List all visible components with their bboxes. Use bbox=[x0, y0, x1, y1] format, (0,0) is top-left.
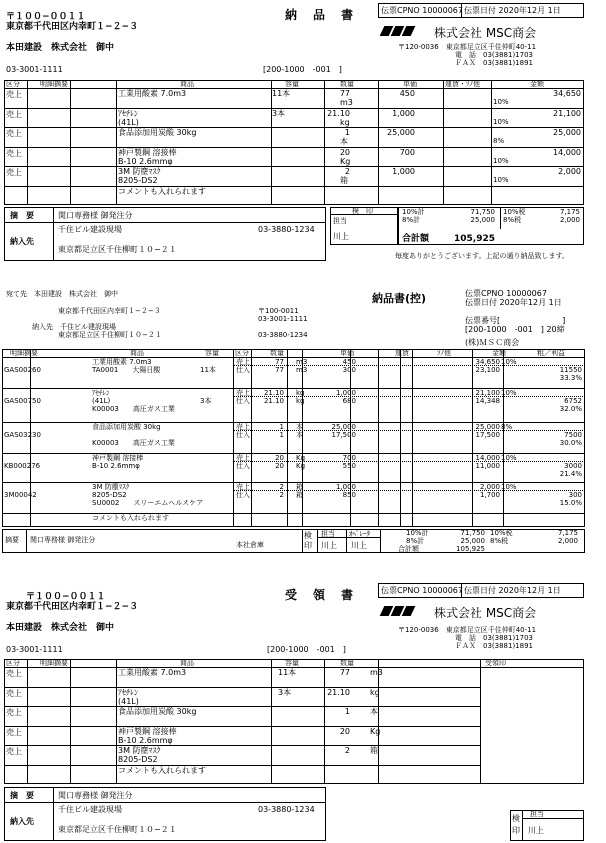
copy-cpno: 伝票CPNO 10000067 bbox=[465, 289, 547, 298]
cp-kubun-sale: 売上 bbox=[236, 358, 250, 366]
dn-item-sub: B-10 2.6mmφ bbox=[118, 156, 173, 166]
sum10: 71,750 bbox=[470, 208, 495, 216]
cp-header-3: 区分 bbox=[235, 349, 249, 357]
kenin-label: 検 印 bbox=[352, 207, 373, 215]
dn-item-name: 神戸製鋼 溶接棒 bbox=[118, 147, 177, 157]
rc-item-name: 3M 防塵ﾏｽｸ bbox=[118, 746, 161, 755]
cp-profit-rate: 15.0% bbox=[559, 499, 582, 507]
receipt-company-tel: 03(3881)1703 bbox=[483, 634, 533, 642]
cp-profit-rate: 32.0% bbox=[559, 405, 582, 413]
cp-code: 3M00042 bbox=[4, 491, 37, 499]
cp-qty-sale: 1 bbox=[279, 423, 284, 431]
receipt-title: 受 領 書 bbox=[285, 588, 356, 602]
rc-header-4: 数量 bbox=[340, 659, 354, 667]
rc-item-name: 食品添加用炭酸 30kg bbox=[118, 707, 197, 716]
cp-item-sub: B-10 2.6mmφ bbox=[92, 462, 140, 470]
cp-item-name: ｱｾﾁﾚﾝ bbox=[92, 389, 110, 397]
receipt-tanto: 川上 bbox=[528, 826, 544, 835]
dn-header-4: 数量 bbox=[340, 80, 354, 88]
customer-name: 本田建設 株式会社 御中 bbox=[6, 43, 115, 53]
thanks-note: 毎度ありがとうございます。上記の通り納品致します。 bbox=[395, 252, 569, 260]
dn-item-sub: (41L) bbox=[118, 117, 139, 127]
dn-amount: 21,100 bbox=[553, 108, 581, 118]
receipt-nounyu-address: 東京都足立区千住柳町１０−２１ bbox=[58, 825, 177, 834]
rc-qty: 2 bbox=[344, 746, 350, 755]
copy-to-label: 宛て先 bbox=[6, 290, 27, 298]
rc-kubun: 売上 bbox=[6, 669, 22, 678]
cp-gross-profit: 7500 bbox=[564, 431, 582, 439]
dn-tax-rate: 8% bbox=[493, 137, 505, 145]
dn-kubun: 売上 bbox=[6, 129, 22, 138]
rc-qty: 20 bbox=[339, 726, 350, 736]
cp-profit-rate: 21.4% bbox=[559, 470, 582, 478]
receipt-company-name: 株式会社 MSC商会 bbox=[434, 606, 537, 620]
cp-kubun-sale: 売上 bbox=[236, 423, 250, 431]
cp-amount-sale: 21,100 bbox=[475, 389, 500, 397]
cp-item-name: 工業用酸素 7.0m3 bbox=[92, 358, 152, 366]
rc-capacity: 3本 bbox=[278, 687, 292, 697]
cp-header-6: 運賃 bbox=[395, 349, 409, 357]
dn-header-7: 金額 bbox=[530, 80, 544, 88]
tax8: 2,000 bbox=[559, 216, 580, 224]
cp-supplier: K00003 高圧ガス工業 bbox=[92, 405, 175, 413]
cp-price-purchase: 550 bbox=[342, 462, 356, 470]
customer-postal: 〒１００−００１１ bbox=[6, 12, 86, 22]
copy-tanto-label: 担当 bbox=[321, 530, 335, 538]
dn-item-name: 食品添加用炭酸 30kg bbox=[118, 128, 197, 137]
cp-gross-profit: 6752 bbox=[564, 397, 582, 405]
cp-amount-purchase: 14,348 bbox=[475, 397, 500, 405]
company-logo bbox=[382, 26, 413, 36]
cp-gross-profit: 300 bbox=[568, 491, 582, 499]
copy-code: [200-1000 -001 ] bbox=[465, 325, 544, 334]
slip-date: 2020年12月 1日 bbox=[498, 6, 561, 15]
cp-item-name: 神戸製鋼 溶接棒 bbox=[92, 454, 144, 462]
operator: 川上 bbox=[351, 541, 367, 550]
cp-code: GAS00750 bbox=[4, 397, 41, 405]
cp-code: GAS00260 bbox=[4, 366, 41, 374]
copy-title: 納品書(控) bbox=[372, 292, 427, 305]
cp-kubun-purchase: 仕入 bbox=[236, 397, 250, 405]
cp-kubun-sale: 売上 bbox=[236, 454, 250, 462]
tekiyo-label: 摘 要 bbox=[10, 211, 34, 220]
nounyu-address: 東京都足立区千住柳町１０−２１ bbox=[58, 245, 177, 254]
total-amount: 105,925 bbox=[454, 234, 495, 244]
copy-date: 伝票日付 2020年12月 1日 bbox=[465, 298, 562, 307]
cp-amount-purchase: 1,700 bbox=[479, 491, 500, 499]
cp-amount-sale: 2,000 bbox=[479, 483, 500, 491]
cp-item-sub: TA0001 大陽日酸 bbox=[92, 366, 161, 374]
copy-sum8: 25,000 bbox=[460, 537, 485, 545]
cp-price-purchase: 300 bbox=[342, 366, 356, 374]
receipt-date: 2020年12月 1日 bbox=[498, 586, 561, 595]
dn-item-name: 工業用酸素 7.0m3 bbox=[118, 89, 187, 98]
dn-unit: 本 bbox=[340, 137, 348, 146]
cp-amount-sale: 14,000 bbox=[475, 454, 500, 462]
dn-price: 450 bbox=[399, 89, 415, 98]
cp-qty-purchase: 21.10 bbox=[263, 397, 284, 405]
cp-qty-purchase: 1 bbox=[279, 431, 284, 439]
sum8: 25,000 bbox=[470, 216, 495, 224]
copy-to-tel: 03-3001-1111 bbox=[258, 315, 308, 323]
dn-header-1: 明細摘要 bbox=[40, 80, 68, 88]
copy-deliv-address: 東京都足立区千住柳町１０−２１ bbox=[58, 331, 162, 339]
copy-deliv-name: 千住ビル建設現場 bbox=[60, 323, 116, 331]
cp-supplier: K00003 高圧ガス工業 bbox=[92, 439, 175, 447]
fax-label: ＦＡＸ bbox=[455, 59, 476, 67]
dn-price: 1,000 bbox=[392, 108, 415, 118]
copy-to-name: 本田建設 株式会社 御中 bbox=[34, 290, 118, 298]
cp-price-sale: 450 bbox=[342, 358, 356, 366]
copy-deliv-label: 納入先 bbox=[32, 323, 53, 331]
cp-header-0: 明細摘要 bbox=[10, 349, 38, 357]
cp-unit-purchase: kg bbox=[296, 397, 305, 405]
rc-item-sub: (41L) bbox=[118, 696, 139, 706]
copy-tekiyo-label: 摘要 bbox=[5, 536, 19, 544]
tekiyo-text: 関口専務様 御発注分 bbox=[58, 211, 133, 220]
cp-gross-profit: 3000 bbox=[564, 462, 582, 470]
tax10: 7,175 bbox=[559, 208, 580, 216]
dn-price: 1,000 bbox=[392, 167, 415, 176]
cp-tax-rate: 10% bbox=[501, 389, 517, 397]
cp-amount-purchase: 11,000 bbox=[475, 462, 500, 470]
dn-kubun: 売上 bbox=[6, 90, 22, 99]
copy-tax8: 2,000 bbox=[557, 537, 578, 545]
cp-qty-purchase: 77 bbox=[275, 366, 284, 374]
cp-kubun-purchase: 仕入 bbox=[236, 431, 250, 439]
dn-qty: 77 bbox=[339, 89, 350, 98]
receipt-fax-label: ＦＡＸ bbox=[455, 642, 476, 650]
warehouse: 本社倉庫 bbox=[236, 541, 264, 549]
cp-header-8: 金額 bbox=[492, 349, 506, 357]
copy-tax8-label: 8%税 bbox=[490, 537, 509, 545]
cp-tax-rate: 8% bbox=[501, 423, 513, 431]
cp-price-sale: 1,000 bbox=[335, 483, 356, 491]
dn-price: 700 bbox=[399, 147, 415, 157]
cp-tax-rate: 10% bbox=[501, 454, 517, 462]
shimebi: 20締 bbox=[546, 325, 565, 334]
receipt-tekiyo-label: 摘 要 bbox=[10, 791, 34, 800]
receipt-cpno: 10000067 bbox=[422, 586, 463, 595]
copy-total-label: 合計額 bbox=[398, 545, 419, 553]
copy-to-address: 東京都千代田区内幸町１−２−３ bbox=[58, 307, 161, 315]
cp-item-sub: 8205-DS2 bbox=[92, 491, 127, 499]
receipt-postal: 〒１００−００１１ bbox=[26, 592, 106, 602]
receipt-kenin-label: 検印 bbox=[512, 814, 520, 835]
cp-unit-sale: 箱 bbox=[296, 483, 303, 491]
dn-amount: 2,000 bbox=[558, 167, 581, 176]
cp-unit-sale: Kg bbox=[296, 454, 306, 462]
rc-header-1: 明細摘要 bbox=[40, 659, 68, 667]
cp-amount-sale: 25,000 bbox=[475, 423, 500, 431]
company-postal: 〒120-0036 bbox=[398, 43, 439, 51]
operator-label: ｵﾍﾟﾚｰﾀ bbox=[349, 530, 370, 538]
cp-kubun-sale: 売上 bbox=[236, 483, 250, 491]
receipt-nounyu-name: 千住ビル建設現場 bbox=[58, 805, 122, 814]
sum8-label: 8%計 bbox=[402, 216, 421, 224]
tel-label: 電 話 bbox=[455, 51, 476, 59]
copy-company: (株)ＭＳＣ商会 bbox=[465, 338, 520, 347]
cp-unit-sale: kg bbox=[296, 389, 305, 397]
tanto-label: 担当 bbox=[333, 217, 347, 225]
receipt-customer-code: [200-1000 -001 ] bbox=[267, 645, 346, 654]
cp-qty-sale: 77 bbox=[275, 358, 284, 366]
receipt-customer-tel: 03-3001-1111 bbox=[6, 645, 63, 654]
copy-tanto: 川上 bbox=[321, 541, 337, 550]
copy-deliv-tel: 03-3880-1234 bbox=[258, 331, 308, 339]
cp-price-purchase: 17,500 bbox=[331, 431, 356, 439]
denpyo-no-label: 伝票番号[ bbox=[465, 316, 501, 325]
dn-unit: 箱 bbox=[340, 176, 348, 185]
dn-qty: 21.10 bbox=[327, 108, 350, 118]
cp-amount-purchase: 17,500 bbox=[475, 431, 500, 439]
dn-tax-rate: 10% bbox=[493, 98, 509, 106]
receipt-date-label: 伝票日付 bbox=[464, 586, 496, 595]
cp-qty-sale: 21.10 bbox=[263, 389, 284, 397]
rc-item-name: 工業用酸素 7.0m3 bbox=[118, 668, 187, 677]
cp-qty-sale: 2 bbox=[279, 483, 284, 491]
rc-kubun: 売上 bbox=[6, 747, 22, 756]
cp-tax-rate: 10% bbox=[501, 358, 517, 366]
sum10-label: 10%計 bbox=[402, 208, 425, 216]
cpno: 10000067 bbox=[422, 6, 463, 15]
dn-item-sub: 8205-DS2 bbox=[118, 176, 158, 185]
copy-total: 105,925 bbox=[456, 545, 485, 553]
dn-header-2: 商品 bbox=[180, 80, 194, 88]
dn-amount: 14,000 bbox=[553, 147, 581, 157]
dn-qty: 2 bbox=[344, 167, 350, 176]
cp-capacity: 11本 bbox=[200, 366, 216, 374]
cp-price-sale: 700 bbox=[342, 454, 356, 462]
dn-header-0: 区分 bbox=[6, 80, 20, 88]
receipt-logo bbox=[382, 606, 413, 616]
rc-kubun: 売上 bbox=[6, 708, 22, 717]
rc-kubun: 売上 bbox=[6, 727, 22, 737]
cp-price-purchase: 850 bbox=[342, 491, 356, 499]
dn-qty: 1 bbox=[344, 128, 350, 137]
cp-kubun-purchase: 仕入 bbox=[236, 462, 250, 470]
cp-comment: コメントも入れられます bbox=[92, 514, 169, 522]
nounyu-label: 納入先 bbox=[10, 237, 34, 246]
cp-code: KB000276 bbox=[4, 462, 41, 470]
rc-item-name: ｱｾﾁﾚﾝ bbox=[118, 687, 138, 697]
copy-tax10-label: 10%税 bbox=[490, 529, 513, 537]
nounyu-tel: 03-3880-1234 bbox=[258, 225, 315, 234]
rc-header-2: 商品 bbox=[180, 659, 194, 667]
rc-capacity: 11本 bbox=[278, 668, 297, 677]
cp-profit-rate: 30.0% bbox=[559, 439, 582, 447]
rc-header-5: 受領印 bbox=[485, 659, 506, 667]
cp-item-sub: (41L) bbox=[92, 397, 111, 405]
rc-header-3: 容量 bbox=[285, 659, 299, 667]
company-name: 株式会社 MSC商会 bbox=[434, 26, 537, 40]
cp-qty-sale: 20 bbox=[275, 454, 284, 462]
total-label: 合計額 bbox=[402, 234, 430, 244]
rc-qty: 77 bbox=[339, 668, 350, 677]
cp-header-2: 容量 bbox=[205, 349, 219, 357]
dn-unit: kg bbox=[340, 117, 350, 127]
receipt-address: 東京都千代田区内幸町１−２−３ bbox=[6, 602, 139, 612]
company-tel: 03(3881)1703 bbox=[483, 51, 533, 59]
rc-unit: kg bbox=[370, 687, 380, 697]
customer-tel: 03-3001-1111 bbox=[6, 65, 63, 74]
dn-price: 25,000 bbox=[387, 128, 415, 137]
copy-sum10-label: 10%計 bbox=[406, 529, 429, 537]
cp-header-1: 商品 bbox=[130, 349, 144, 357]
date-label: 伝票日付 bbox=[464, 6, 496, 15]
rc-kubun: 売上 bbox=[6, 688, 22, 698]
cp-tax-rate: 10% bbox=[501, 483, 517, 491]
rc-qty: 21.10 bbox=[327, 687, 350, 697]
dn-item-name: コメントも入れられます bbox=[118, 186, 206, 196]
dn-item-name: ｱｾﾁﾚﾝ bbox=[118, 108, 138, 118]
cp-price-sale: 1,000 bbox=[335, 389, 356, 397]
cp-qty-purchase: 2 bbox=[279, 491, 284, 499]
company-address: 東京都足立区千住仲町40-11 bbox=[445, 43, 537, 51]
dn-kubun: 売上 bbox=[6, 148, 22, 158]
cp-kubun-sale: 売上 bbox=[236, 389, 250, 397]
company-fax: 03(3881)1891 bbox=[483, 59, 533, 67]
dn-qty: 20 bbox=[339, 147, 350, 157]
cp-profit-rate: 33.3% bbox=[559, 374, 582, 382]
dn-kubun: 売上 bbox=[6, 168, 22, 177]
dn-header-5: 単価 bbox=[403, 80, 417, 88]
copy-to-postal: 〒100-0011 bbox=[258, 307, 299, 315]
tax8-label: 8%税 bbox=[503, 216, 522, 224]
receipt-tanto-label: 担当 bbox=[530, 810, 544, 818]
dn-unit: m3 bbox=[340, 98, 353, 107]
cp-qty-purchase: 20 bbox=[275, 462, 284, 470]
rc-unit: m3 bbox=[370, 668, 383, 677]
receipt-company-postal: 〒120-0036 bbox=[398, 626, 439, 634]
rc-qty: 1 bbox=[344, 707, 350, 716]
cp-kubun-purchase: 仕入 bbox=[236, 366, 250, 374]
receipt-nounyu-tel: 03-3880-1234 bbox=[258, 805, 315, 814]
copy-sum8-label: 8%計 bbox=[406, 537, 425, 545]
receipt-cpno-label: 伝票CPNO bbox=[381, 586, 420, 595]
cp-code: GAS03230 bbox=[4, 431, 41, 439]
receipt-company-address: 東京都足立区千住仲町40-11 bbox=[445, 626, 537, 634]
receipt-tekiyo: 関口専務様 御発注分 bbox=[58, 791, 133, 800]
dn-amount: 25,000 bbox=[553, 128, 581, 137]
dn-item-name: 3M 防塵ﾏｽｸ bbox=[118, 167, 161, 176]
rc-item-name: 神戸製鋼 溶接棒 bbox=[118, 726, 177, 736]
nounyu-name: 千住ビル建設現場 bbox=[58, 225, 122, 234]
cp-header-4: 数量 bbox=[270, 349, 284, 357]
cp-header-5: 単価 bbox=[340, 349, 354, 357]
rc-item-sub: B-10 2.6mmφ bbox=[118, 735, 173, 745]
rc-unit: 箱 bbox=[370, 746, 378, 755]
copy-tax10: 7,175 bbox=[557, 529, 578, 537]
copy-sum10: 71,750 bbox=[460, 529, 485, 537]
denpyo-no-end: ] bbox=[562, 316, 566, 325]
cp-price-sale: 25,000 bbox=[331, 423, 356, 431]
customer-code: [200-1000 -001 ] bbox=[263, 65, 342, 74]
rc-unit: Kg bbox=[370, 726, 381, 736]
dn-tax-rate: 10% bbox=[493, 176, 509, 184]
rc-item-sub: 8205-DS2 bbox=[118, 755, 158, 764]
dn-unit: Kg bbox=[340, 156, 351, 166]
dn-capacity: 11本 bbox=[272, 89, 291, 98]
receipt-company-fax: 03(3881)1891 bbox=[483, 642, 533, 650]
cp-item-name: 3M 防塵ﾏｽｸ bbox=[92, 483, 130, 491]
cp-unit-purchase: 本 bbox=[296, 431, 303, 439]
cp-unit-purchase: 箱 bbox=[296, 491, 303, 499]
rc-unit: 本 bbox=[370, 707, 378, 716]
cp-kubun-purchase: 仕入 bbox=[236, 491, 250, 499]
dn-tax-rate: 10% bbox=[493, 156, 509, 165]
cp-item-name: 食品添加用炭酸 30kg bbox=[92, 423, 161, 431]
cp-header-9: 粗／利益 bbox=[537, 349, 565, 357]
cp-supplier: SU0002 スリーエムヘルスケア bbox=[92, 499, 204, 507]
cp-unit-sale: m3 bbox=[296, 358, 308, 366]
receipt-tel-label: 電 話 bbox=[455, 634, 476, 642]
tax10-label: 10%税 bbox=[503, 208, 526, 216]
rc-header-0: 区分 bbox=[6, 659, 20, 667]
copy-kenin-label: 検印 bbox=[304, 531, 312, 550]
cp-amount-sale: 34,650 bbox=[475, 358, 500, 366]
dn-kubun: 売上 bbox=[6, 109, 22, 119]
customer-address: 東京都千代田区内幸町１−２−３ bbox=[6, 22, 139, 32]
receipt-customer-name: 本田建設 株式会社 御中 bbox=[6, 623, 115, 633]
cp-amount-purchase: 23,100 bbox=[475, 366, 500, 374]
cp-unit-sale: 本 bbox=[296, 423, 303, 431]
dn-amount: 34,650 bbox=[553, 89, 581, 98]
copy-tekiyo: 関口専務様 御発注分 bbox=[30, 536, 96, 544]
dn-tax-rate: 10% bbox=[493, 117, 509, 126]
tanto-stamp: 川上 bbox=[333, 232, 349, 241]
cp-gross-profit: 11550 bbox=[559, 366, 582, 374]
cpno-label: 伝票CPNO bbox=[381, 6, 420, 15]
receipt-nounyu-label: 納入先 bbox=[10, 817, 34, 826]
page-title: 納 品 書 bbox=[285, 8, 356, 22]
cp-header-7: ｿﾉ他 bbox=[437, 349, 451, 357]
cp-unit-purchase: Kg bbox=[296, 462, 306, 470]
dn-header-6: 運賃・ｿﾉ他 bbox=[445, 80, 480, 88]
dn-capacity: 3本 bbox=[272, 108, 286, 118]
rc-item-name: コメントも入れられます bbox=[118, 765, 206, 775]
cp-price-purchase: 680 bbox=[342, 397, 356, 405]
cp-capacity: 3本 bbox=[200, 397, 212, 405]
cp-unit-purchase: m3 bbox=[296, 366, 308, 374]
dn-header-3: 容量 bbox=[285, 80, 299, 88]
